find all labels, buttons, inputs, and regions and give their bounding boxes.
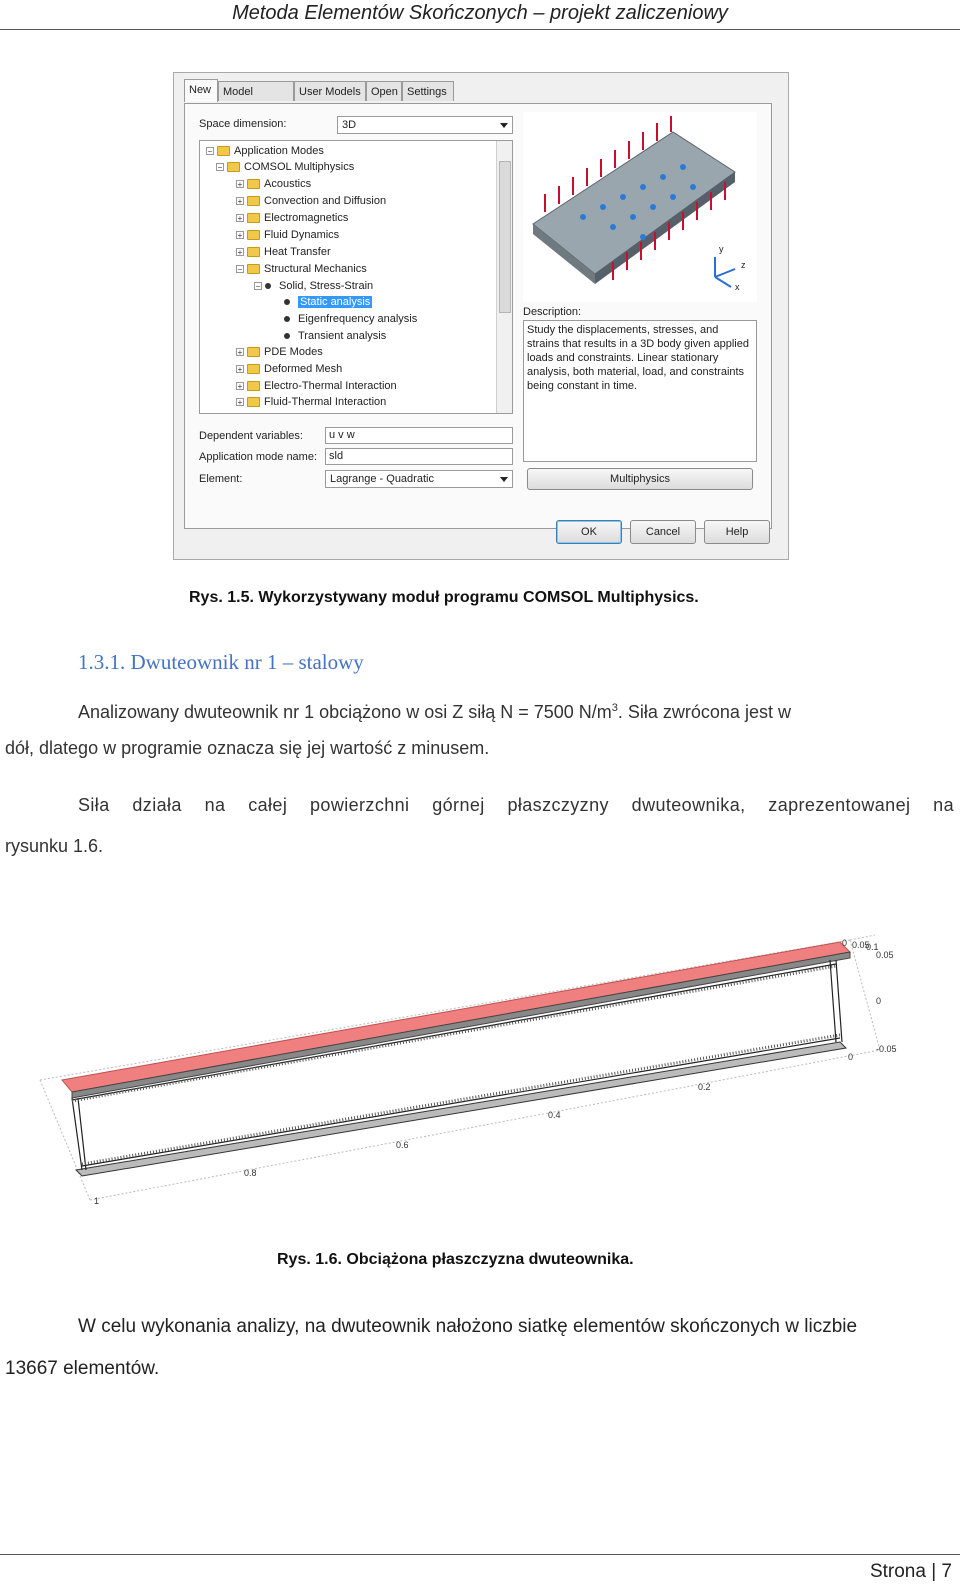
element-label: Element: [199, 473, 243, 485]
tree-item-fluid-thermal[interactable]: Fluid-Thermal Interaction [264, 396, 387, 408]
expand-icon[interactable]: + [237, 398, 243, 408]
tree-item-deformed-mesh[interactable]: Deformed Mesh [264, 363, 343, 375]
tree-item-electromagnetics[interactable]: Electromagnetics [264, 212, 349, 224]
space-dimension-label: Space dimension: [199, 118, 287, 130]
tree-item-electro-thermal[interactable]: Electro-Thermal Interaction [264, 380, 397, 392]
section-heading: 1.3.1. Dwuteownik nr 1 – stalowy [78, 650, 364, 674]
beam-3d-plot [30, 930, 920, 1220]
description-box: Study the displacements, stresses, and strains that results in a 3D body given applied loads and constraints. Linear stationary analysis, both material, load, and constraints being constant in time. [523, 320, 757, 462]
element-select[interactable] [325, 470, 513, 488]
application-modes-tree [199, 140, 513, 414]
collapse-icon[interactable]: − [207, 147, 213, 157]
model-preview [523, 112, 757, 302]
folder-icon [247, 347, 260, 357]
folder-icon [247, 381, 260, 391]
folder-icon [247, 196, 260, 206]
folder-icon [247, 264, 260, 274]
x-tick-0-6: 0.6 [396, 1140, 409, 1150]
expand-icon[interactable]: + [237, 180, 243, 190]
tab-settings[interactable]: Settings [402, 81, 454, 101]
tree-item-structural-mechanics[interactable]: Structural Mechanics [264, 263, 367, 275]
footer-divider [0, 1554, 960, 1555]
expand-icon[interactable]: + [237, 197, 243, 207]
z-tick-0-05: 0.05 [876, 950, 894, 960]
tab-open[interactable]: Open [366, 81, 402, 101]
collapse-icon[interactable]: − [237, 265, 243, 275]
tree-scrollbar[interactable] [496, 141, 512, 413]
axis-x-label: x [735, 282, 740, 292]
bullet-icon [265, 283, 271, 289]
folder-icon [217, 146, 230, 156]
tree-item-solid-stress-strain[interactable]: Solid, Stress-Strain [279, 280, 374, 292]
x-tick-0: 0 [848, 1052, 854, 1062]
paragraph-1-line-1 [78, 698, 954, 722]
paragraph-2-line-1: Siła działa na całej powierzchni górnej płaszczyzny dwuteownika, zaprezentowanej na [78, 795, 954, 815]
bullet-icon [284, 316, 290, 322]
figure-2-caption: Rys. 1.6. Obciążona płaszczyzna dwuteownika. [277, 1251, 634, 1268]
dependent-variables-label: Dependent variables: [199, 430, 303, 442]
page-header-title: Metoda Elementów Skończonych – projekt zaliczeniowy [232, 2, 728, 24]
y-tick-0-1: 0.1 [866, 942, 879, 952]
folder-icon [247, 230, 260, 240]
z-tick-0: 0 [876, 996, 882, 1006]
y-tick-0: 0 [842, 938, 848, 948]
axis-z-label: z [741, 260, 746, 270]
expand-icon[interactable]: + [237, 231, 243, 241]
chevron-down-icon [500, 123, 508, 128]
folder-icon [247, 179, 260, 189]
space-dimension-value: 3D [342, 119, 357, 131]
paragraph-1-tail: . Siła zwrócona jest w [617, 702, 791, 722]
expand-icon[interactable]: + [237, 365, 243, 375]
x-tick-1: 1 [94, 1196, 100, 1206]
collapse-icon[interactable]: − [217, 163, 223, 173]
help-button[interactable]: Help [704, 520, 770, 544]
paragraph-3-line-2: 13667 elementów. [5, 1358, 160, 1379]
tree-item-heat-transfer[interactable]: Heat Transfer [264, 246, 331, 258]
expand-icon[interactable]: + [237, 382, 243, 392]
tree-item-application-modes[interactable]: Application Modes [234, 145, 324, 157]
figure-1-caption: Rys. 1.5. Wykorzystywany moduł programu COMSOL Multiphysics. [189, 589, 699, 606]
bullet-icon [284, 333, 290, 339]
folder-icon [247, 213, 260, 223]
preview-3d-beam-image [523, 112, 757, 302]
mesh-lower [82, 1035, 840, 1164]
app-mode-name-label: Application mode name: [199, 451, 318, 463]
paragraph-1-line-2: dół, dlatego w programie oznacza się jej wartość z minusem. [5, 738, 490, 758]
app-mode-name-field[interactable]: sld [325, 448, 513, 465]
multiphysics-button[interactable]: Multiphysics [527, 468, 753, 490]
chevron-down-icon [500, 477, 508, 482]
element-value: Lagrange - Quadratic [330, 473, 434, 485]
ok-button[interactable]: OK [556, 520, 622, 544]
x-tick-0-2: 0.2 [698, 1082, 711, 1092]
header-divider [0, 29, 960, 30]
space-dimension-select[interactable] [337, 116, 513, 134]
z-tick-minus-0-05: -0.05 [876, 1044, 897, 1054]
tab-user-models[interactable]: User Models [294, 81, 366, 101]
comsol-new-model-dialog [173, 72, 789, 560]
folder-icon [247, 397, 260, 407]
collapse-icon[interactable]: − [255, 282, 261, 292]
tree-item-eigenfrequency-analysis[interactable]: Eigenfrequency analysis [298, 313, 418, 325]
paragraph-3-line-1: W celu wykonania analizy, na dwuteownik nałożono siatkę elementów skończonych w liczbie [78, 1316, 858, 1337]
scrollbar-thumb[interactable] [499, 161, 511, 313]
tab-model-library[interactable]: Model [218, 81, 294, 101]
tree-item-convection-diffusion[interactable]: Convection and Diffusion [264, 195, 387, 207]
description-label: Description: [523, 306, 582, 318]
tab-panel [184, 103, 772, 529]
folder-icon [227, 162, 240, 172]
expand-icon[interactable]: + [237, 248, 243, 258]
folder-icon [247, 247, 260, 257]
mesh-upper [72, 966, 836, 1101]
x-tick-0-4: 0.4 [548, 1110, 561, 1120]
bullet-icon [284, 299, 290, 305]
loaded-beam-figure [30, 930, 920, 1220]
paragraph-2-line-2: rysunku 1.6. [5, 836, 104, 856]
folder-icon [247, 364, 260, 374]
paragraph-1-text: Analizowany dwuteownik nr 1 obciążono w osi Z siłą N = 7500 N/m [78, 702, 612, 722]
expand-icon[interactable]: + [237, 348, 243, 358]
x-tick-0-8: 0.8 [244, 1168, 257, 1178]
page-number: Strona | 7 [869, 1561, 952, 1582]
tree-item-static-analysis[interactable]: Static analysis [300, 296, 371, 308]
top-flange-edge [72, 952, 850, 1098]
tree-item-acoustics[interactable]: Acoustics [264, 178, 312, 190]
y-tick-0-05: 0.05 [852, 940, 870, 950]
superscript-3: 3 [611, 702, 618, 714]
expand-icon[interactable]: + [237, 214, 243, 224]
axis-y-label: y [719, 244, 724, 254]
tree-item-comsol-multiphysics[interactable]: COMSOL Multiphysics [244, 161, 355, 173]
tree-item-transient-analysis[interactable]: Transient analysis [298, 330, 387, 342]
loaded-top-flange [62, 942, 850, 1092]
dependent-variables-field[interactable]: u v w [325, 427, 513, 444]
tab-new[interactable]: New [184, 79, 218, 102]
tree-item-pde-modes[interactable]: PDE Modes [264, 346, 323, 358]
cancel-button[interactable]: Cancel [630, 520, 696, 544]
tree-item-fluid-dynamics[interactable]: Fluid Dynamics [264, 229, 340, 241]
